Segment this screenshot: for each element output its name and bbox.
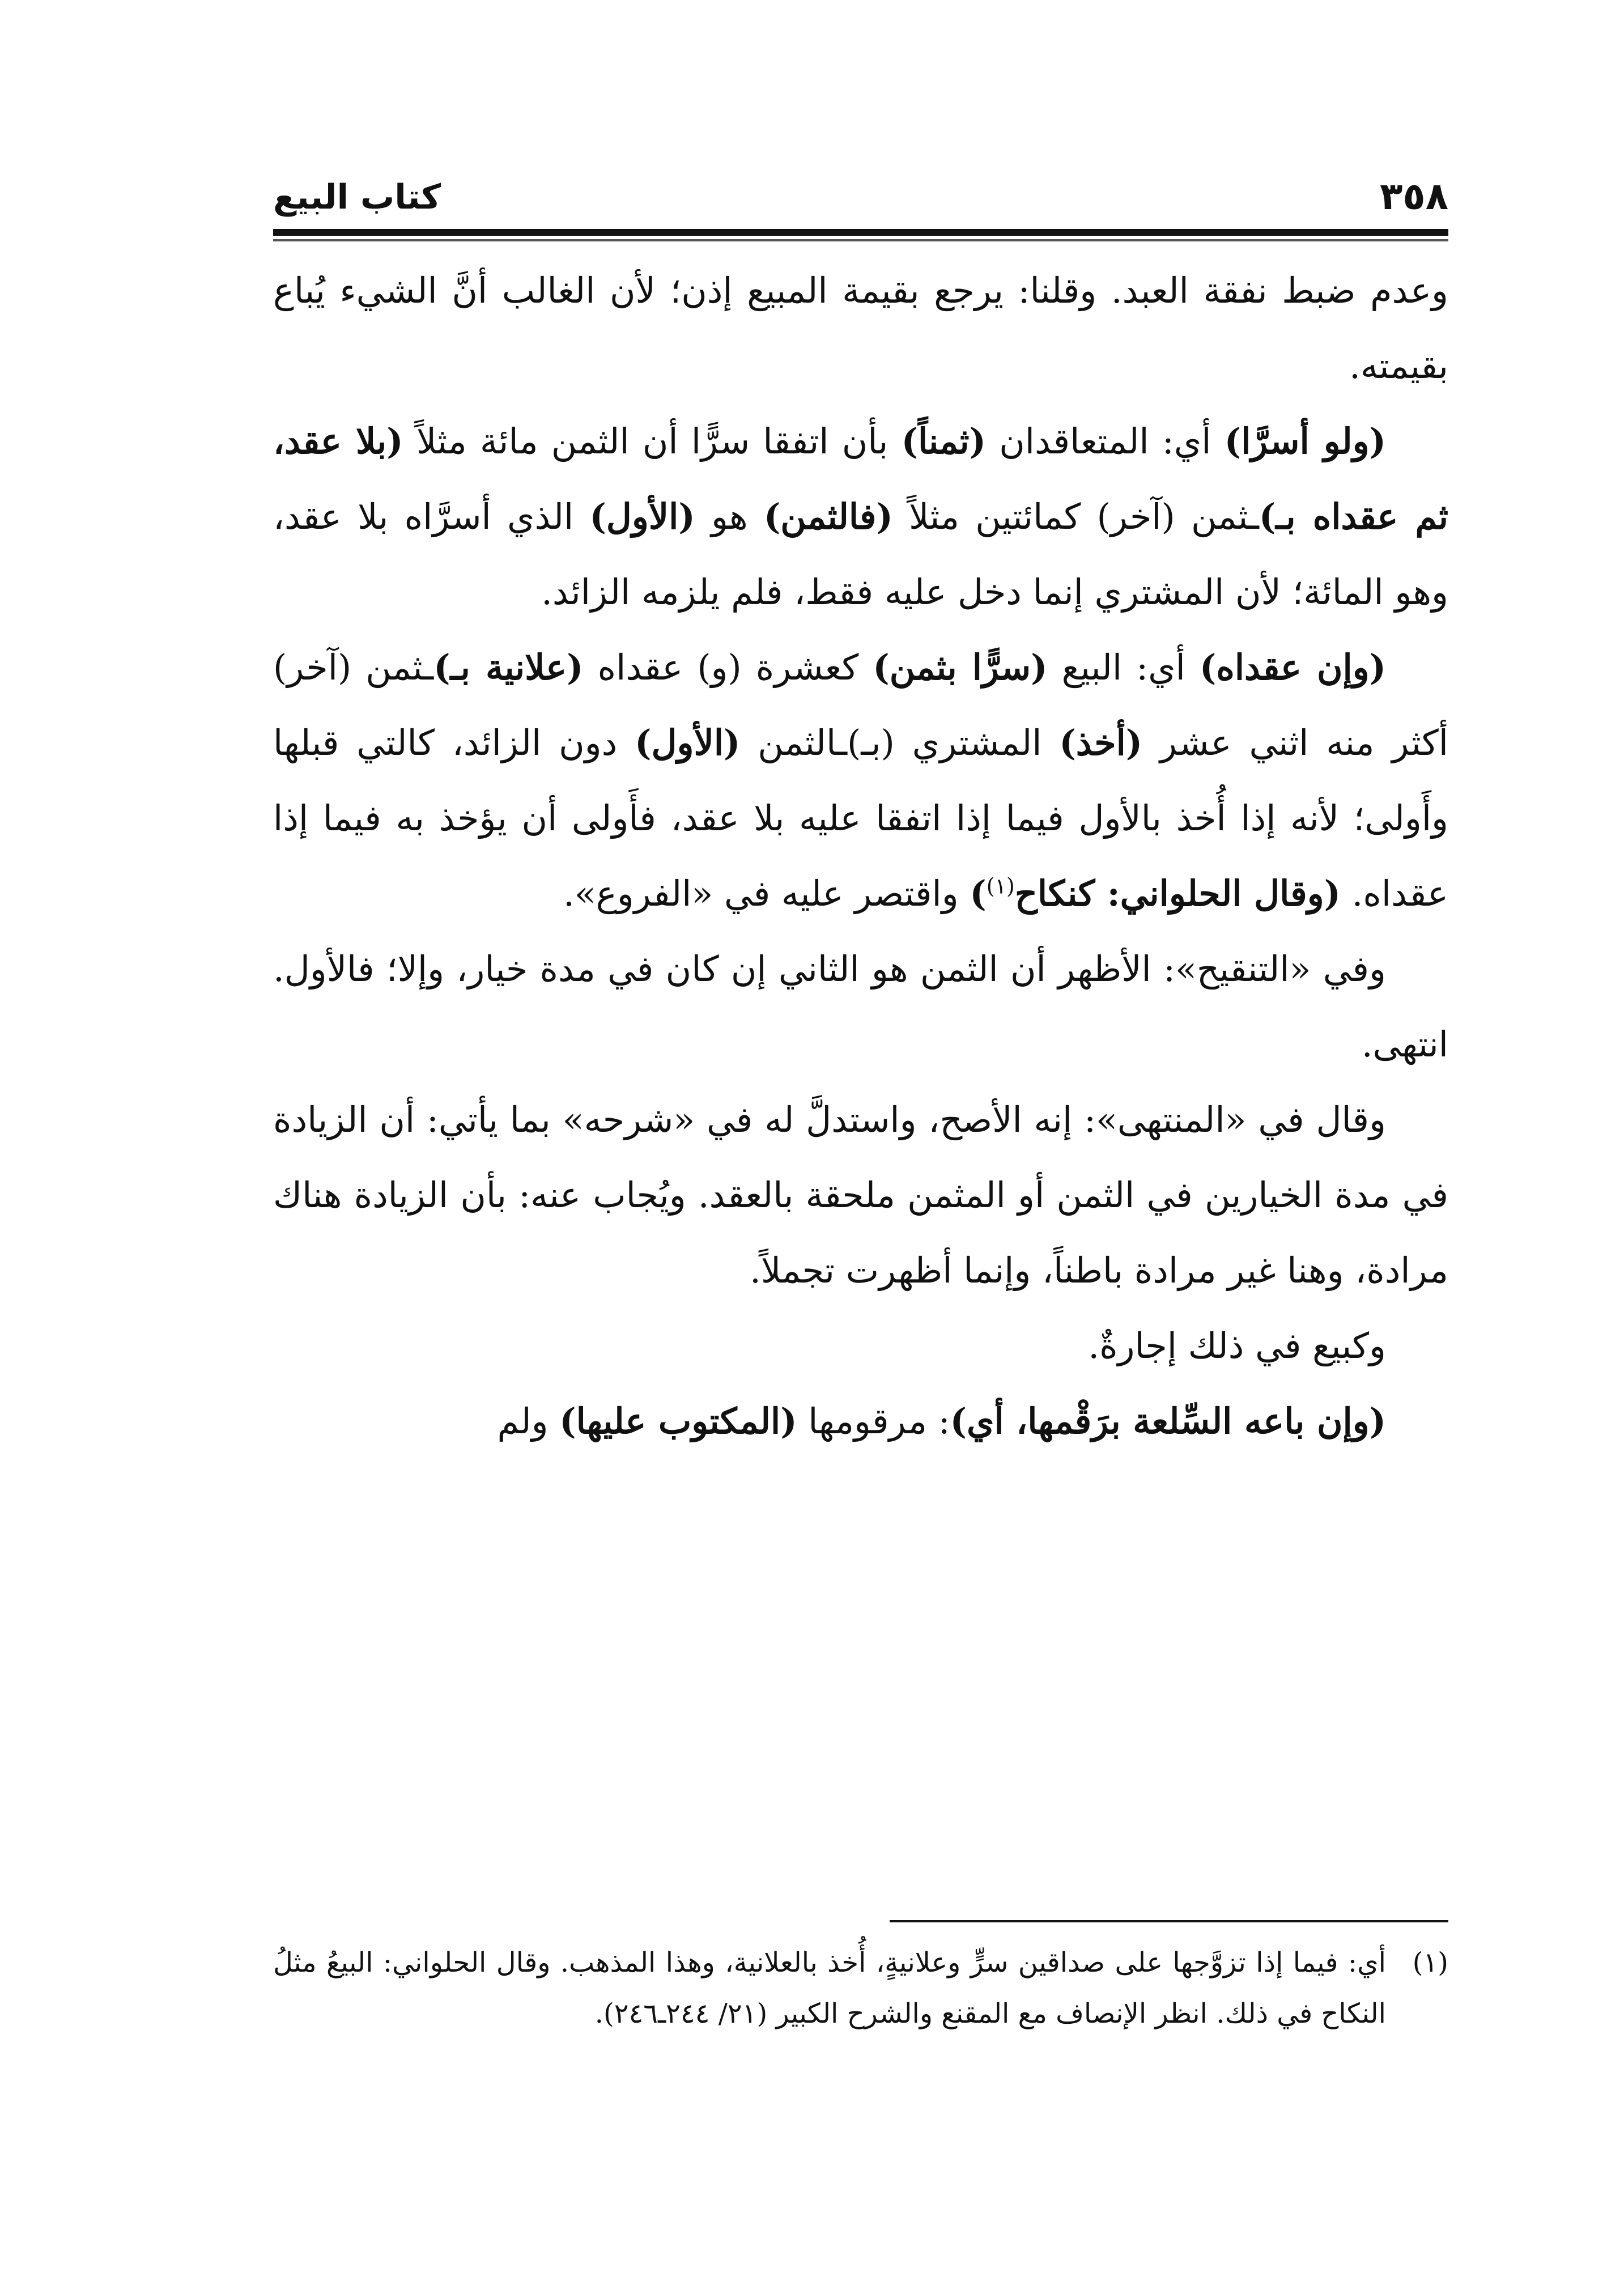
sharh-text: دون الزائد، كالتي قبلها وأَولى؛ لأنه إذا أُخذ بالأول فيما إذا اتفقا عليه بلا عقد، فأَولى أن يؤخذ به فيما إذا عقداه. [273, 722, 1448, 914]
sharh-text: ـثمن (آخر) أكثر منه اثني عشر [273, 647, 1448, 763]
header-rule-thin [273, 239, 1448, 241]
sharh-text: وفي «التنقيح»: الأظهر أن الثمن هو الثاني إن كان في مدة خيار، وإلا؛ فالأول. انتهى. [273, 948, 1448, 1065]
sharh-text: : مرقومها [797, 1400, 950, 1442]
matn-text: (أخذ) [1059, 722, 1143, 763]
footnote-item [273, 1937, 1448, 2039]
matn-text: ) [970, 873, 987, 914]
sharh-text: واقتصر عليه في «الفروع». [563, 873, 970, 914]
sharh-text: وقال في «المنتهى»: إنه الأصح، واستدلَّ له في «شرحه» بما يأتي: أن الزيادة في مدة الخيارين في الثمن أو المثمن ملحقة بالعقد. ويُجاب عنه: بأن الزيادة هناك مرادة، وهنا غير مرادة باطناً، وإنما أظهرت تجملاً. [273, 1099, 1448, 1291]
sharh-text: هو [695, 496, 764, 537]
sharh-text: بأن اتفقا سرًّا أن الثمن مائة مثلاً [403, 421, 902, 462]
matn-text: (سرًّا بثمن) [873, 647, 1048, 688]
matn-text: (الأول) [635, 722, 741, 763]
paragraph-p2 [273, 404, 1448, 630]
matn-text: (وإن عقداه) [1200, 647, 1386, 688]
footnote-text: أي: فيما إذا تزوَّجها على صداقين سرٍّ وعلانيةٍ، أُخذ بالعلانية، وهذا المذهب. وقال الحلواني: البيعُ مثلُ النكاح في ذلك. انظر الإنصاف مع المقنع والشرح الكبير (٢١/ ٢٤٤ـ٢٤٦). [273, 1947, 1386, 2029]
matn-text: (ثمناً) [901, 421, 987, 462]
matn-text: (فالثمن) [763, 496, 893, 537]
footnotes [273, 1937, 1448, 2039]
matn-text: (وإن باعه السِّلعة برَقْمها، أي) [950, 1400, 1386, 1442]
paragraph-p5 [273, 1082, 1448, 1308]
paragraph-p1 [273, 253, 1448, 404]
paragraph-p7 [273, 1383, 1448, 1459]
matn-text: (المكتوب عليها) [559, 1400, 797, 1442]
sharh-text: ـثمن (آخر) كمائتين مثلاً [892, 496, 1259, 537]
footnote-separator [890, 1920, 1448, 1922]
footnote-marker: (١) [1412, 1947, 1448, 1978]
page-header [273, 160, 1448, 222]
sharh-text: ولم [497, 1400, 560, 1442]
sharh-text: وكبيع في ذلك إجارةٌ. [1088, 1325, 1386, 1366]
page-number: ٣٥٨ [1380, 175, 1448, 218]
sharh-text: كعشرة (و) عقداه [583, 647, 873, 688]
sharh-text: أي: المتعاقدان [986, 421, 1225, 462]
paragraph-p4 [273, 931, 1448, 1082]
footnote-reference: (١) [986, 873, 1015, 899]
sharh-text: المشتري (بـ)ـالثمن [740, 722, 1060, 763]
matn-text: (وقال الحلواني: كنكاح [1014, 873, 1341, 914]
running-title: كتاب البيع [273, 177, 441, 217]
main-text [273, 253, 1448, 1459]
sharh-text: الذي أسرَّاه بلا عقد، وهو المائة؛ لأن المشتري إنما دخل عليه فقط، فلم يلزمه الزائد. [273, 496, 1448, 613]
sharh-text: وعدم ضبط نفقة العبد. وقلنا: يرجع بقيمة المبيع إذن؛ لأن الغالب أنَّ الشيء يُباع بقيمته. [273, 270, 1448, 387]
paragraph-p3 [273, 630, 1448, 931]
matn-text: (الأول) [589, 496, 695, 537]
matn-text: (ولو أسرَّا) [1224, 421, 1386, 462]
paragraph-p6 [273, 1308, 1448, 1383]
sharh-text: أي: البيع [1047, 647, 1200, 688]
matn-text: (بلا عقد، ثم عقداه بـ) [273, 421, 1449, 537]
matn-text: (علانية بـ) [433, 647, 584, 688]
header-rule [273, 229, 1448, 236]
